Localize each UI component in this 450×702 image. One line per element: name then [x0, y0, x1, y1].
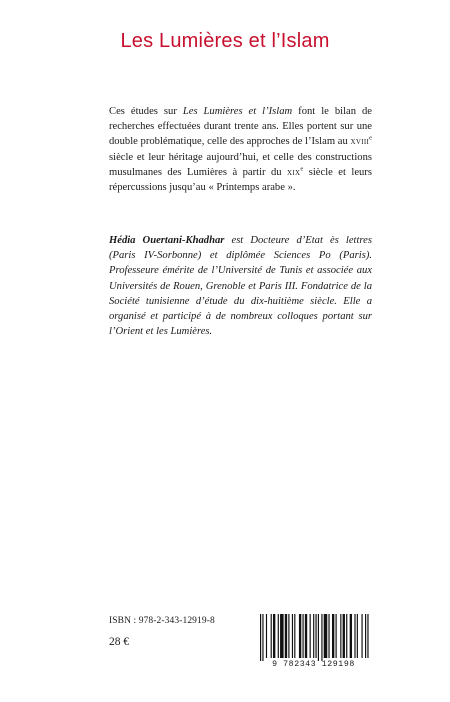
barcode-bar — [280, 614, 284, 658]
barcode-bar — [361, 614, 362, 658]
barcode-bar — [321, 614, 322, 661]
century-18-sup: e — [369, 134, 372, 142]
barcode-bar — [340, 614, 341, 658]
century-19: xix — [287, 166, 301, 178]
barcode-bar — [365, 614, 366, 658]
summary-text-2: font le bilan de recherches effectuées durant trente ans. Elles portent sur une double problématique, celle des approches de l’Islam au — [109, 106, 372, 148]
summary-text-1: Ces études sur — [109, 106, 183, 117]
barcode-bar — [288, 614, 289, 658]
barcode-bar — [367, 614, 368, 658]
barcode-bar — [336, 614, 337, 658]
barcode-bar — [299, 614, 301, 658]
barcode-bar — [271, 614, 272, 658]
price-label: 28 € — [109, 636, 130, 648]
barcode-bar — [285, 614, 287, 658]
barcode-bar — [315, 614, 316, 658]
barcode-bar — [357, 614, 358, 658]
barcode-bar — [260, 614, 261, 661]
barcode-bar — [318, 614, 319, 661]
barcode-bar — [266, 614, 267, 658]
barcode-bar — [302, 614, 303, 658]
barcode — [254, 614, 373, 671]
summary-text-4: siècle et leurs répercussions jusqu’au « Printemps arabe ». — [109, 166, 372, 194]
author-bio-text: est Docteure d’Etat ès lettres (Paris IV-Sorbonne) et diplômée Sciences Po (Paris). Professeure émérite de l’Université de Tunis et associée aux Universités de Rouen, Grenoble et Paris III. Fondatrice de la Société tunisienne d’étude du dix-huitième siècle. Elle a organisé et participé à de nombreux colloques portant sur l’Orient et les Lumières. — [109, 235, 372, 338]
isbn-label: ISBN : 978-2-343-12919-8 — [109, 616, 215, 626]
barcode-bar — [262, 614, 263, 661]
barcode-bar — [343, 614, 345, 658]
barcode-bar — [313, 614, 314, 658]
barcode-bar — [354, 614, 355, 658]
barcode-bar — [292, 614, 293, 658]
barcode-bar — [310, 614, 311, 658]
author-name: Hédia Ouertani-Khadhar — [109, 235, 225, 246]
barcode-bar — [328, 614, 329, 658]
barcode-bar — [346, 614, 347, 658]
barcode-bar — [350, 614, 352, 658]
barcode-bar — [294, 614, 295, 658]
barcode-bar — [332, 614, 334, 658]
barcode-digits: 9 782343 129198 — [272, 660, 355, 669]
barcode-bar — [278, 614, 279, 658]
century-18: xviii — [350, 136, 370, 148]
summary-title-italic: Les Lumières et l’Islam — [182, 106, 293, 117]
barcode-bar — [324, 614, 328, 658]
summary-text-3: siècle et leur héritage aujourd’hui, et celle des constructions musulmanes des Lumières à partir du — [109, 151, 372, 178]
summary-paragraph — [109, 104, 372, 195]
author-bio — [109, 233, 372, 339]
book-title: Les Lumières et l’Islam — [120, 30, 330, 52]
barcode-bar — [273, 614, 275, 658]
century-19-sup: e — [300, 165, 304, 173]
barcode-bar — [305, 614, 307, 658]
barcode-bars — [254, 614, 373, 661]
